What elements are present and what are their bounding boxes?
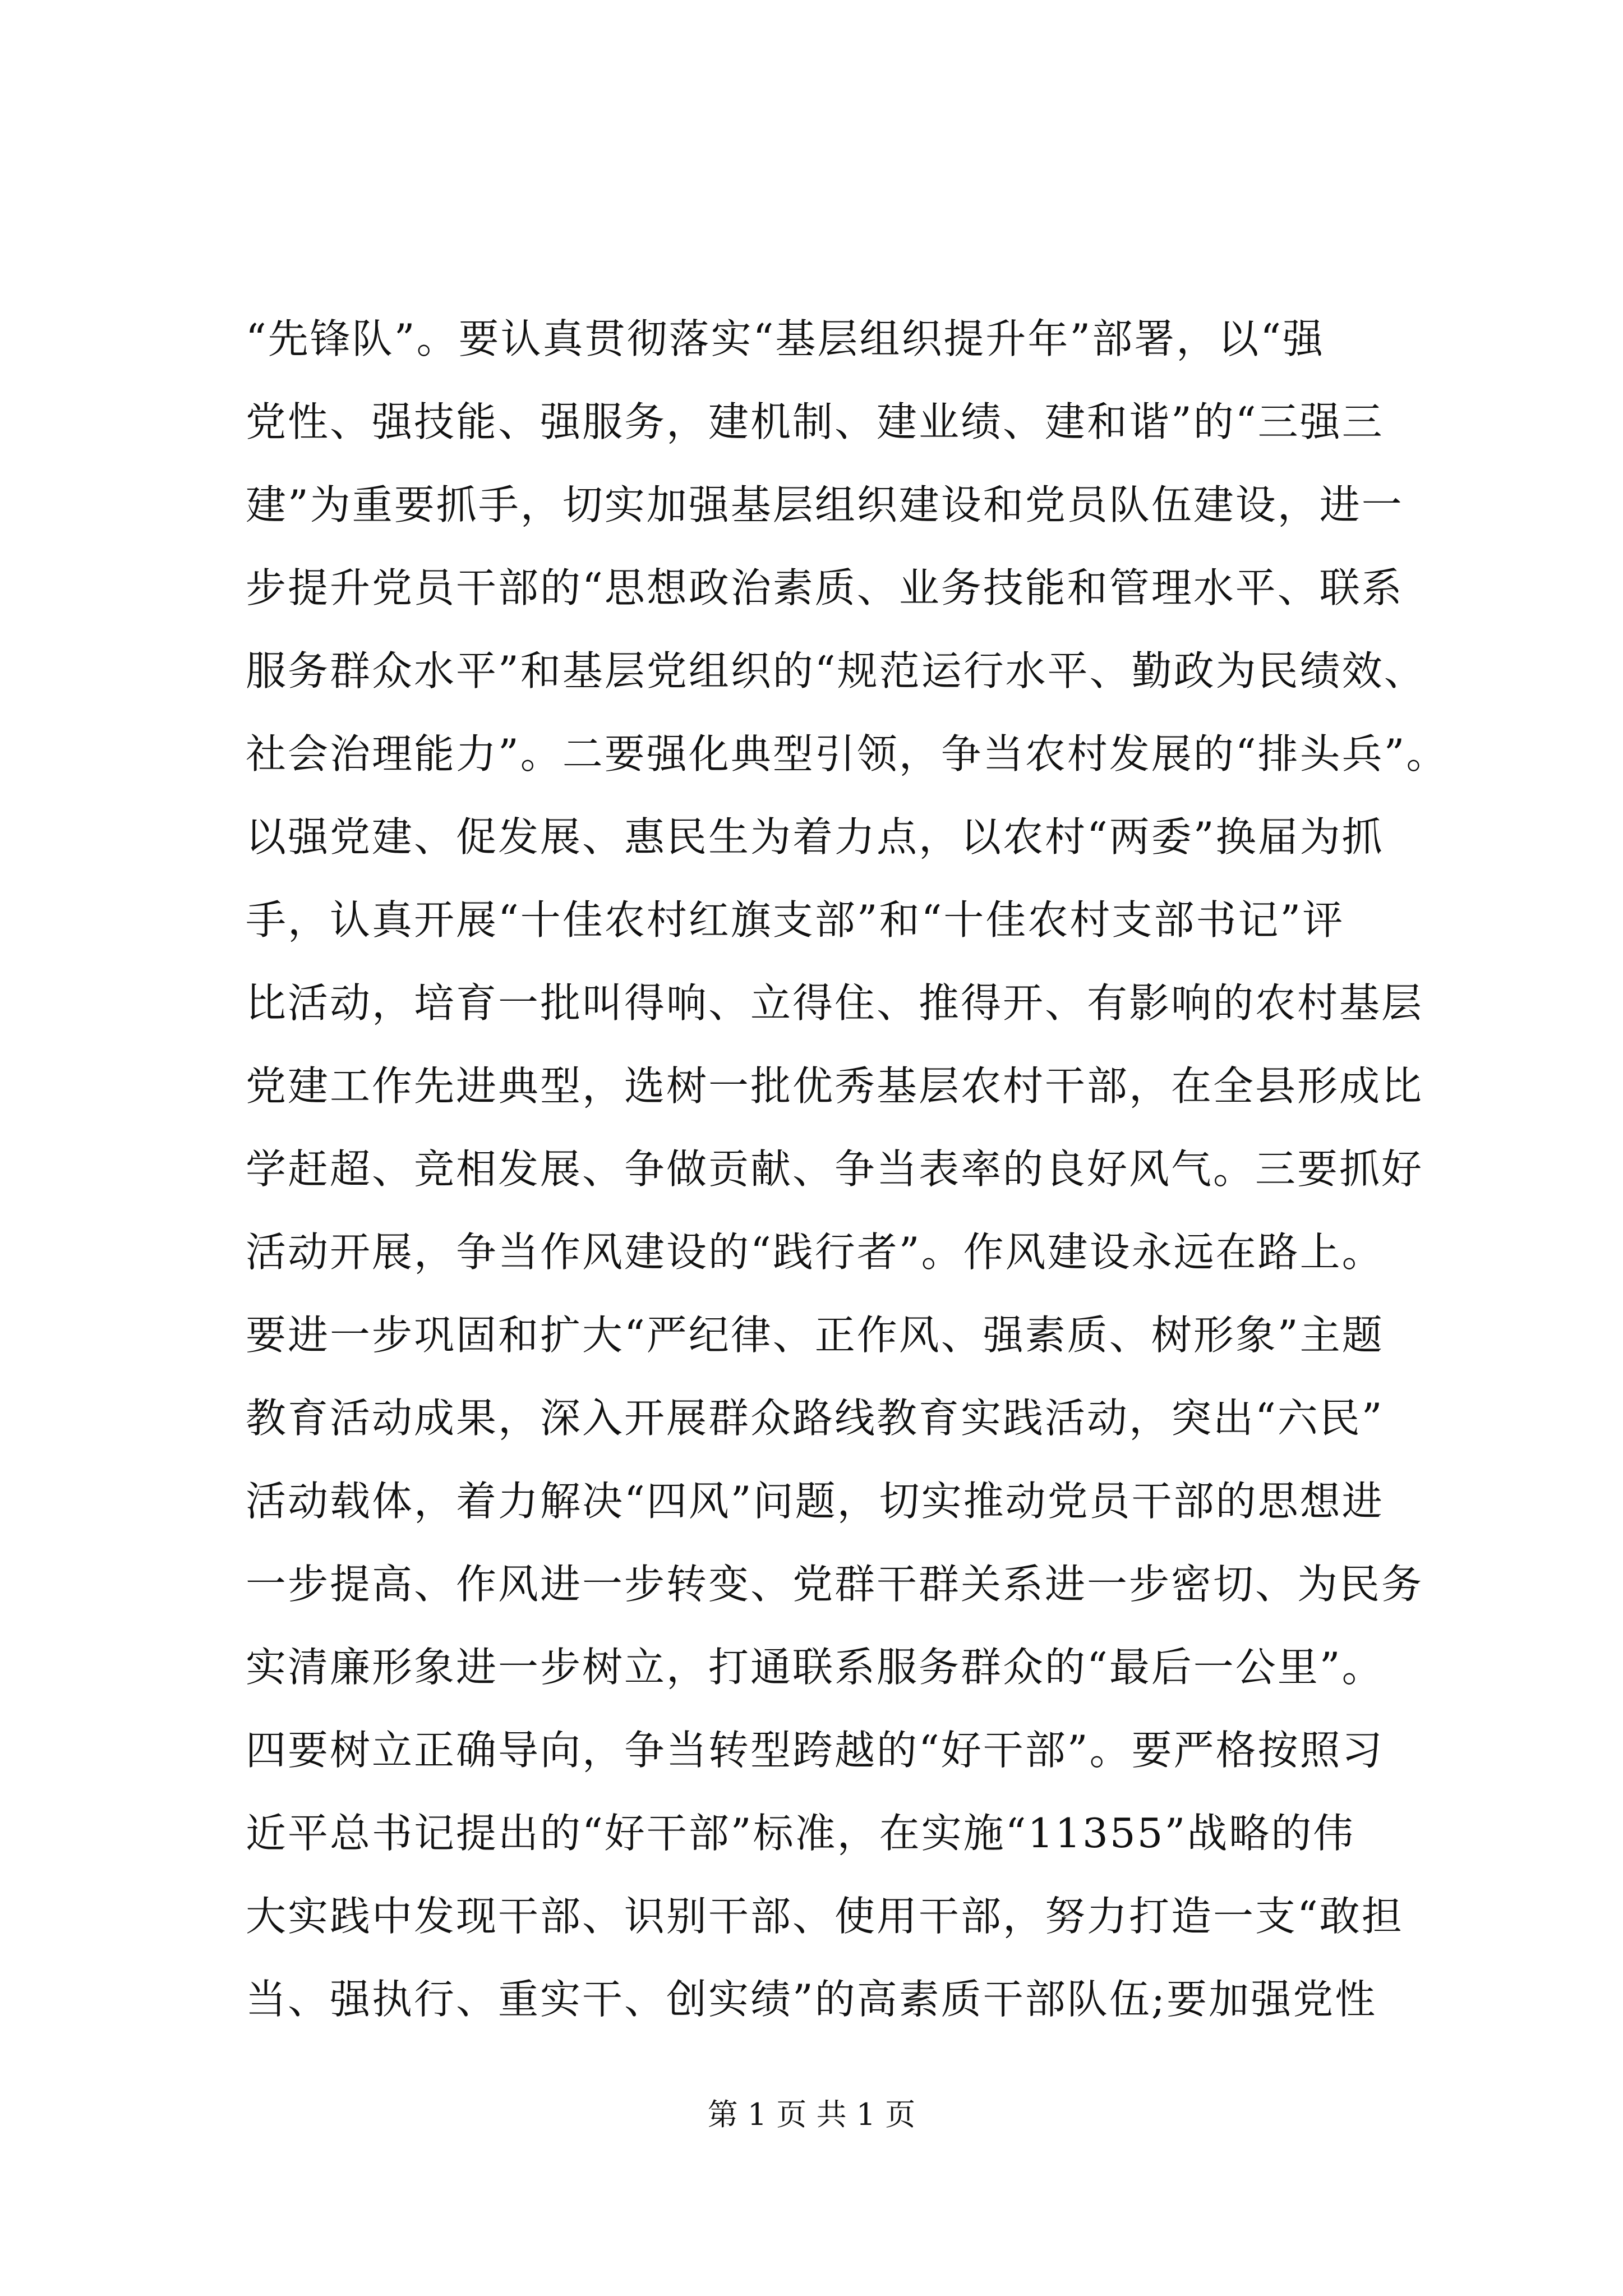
text-line: 党性、强技能、强服务，建机制、建业绩、建和谐”的“三强三 [246, 398, 1384, 445]
text-line: 社会治理能力”。二要强化典型引领，争当农村发展的“排头兵”。 [246, 730, 1449, 777]
text-line: 建”为重要抓手，切实加强基层组织建设和党员队伍建设，进一 [246, 481, 1404, 528]
text-line: 要进一步巩固和扩大“严纪律、正作风、强素质、树形象”主题 [246, 1312, 1384, 1359]
text-line: 步提升党员干部的“思想政治素质、业务技能和管理水平、联系 [246, 564, 1404, 611]
text-line: 当、强执行、重实干、创实绩”的高素质干部队伍;要加强党性 [246, 1976, 1377, 2023]
text-line: 大实践中发现干部、识别干部、使用干部，努力打造一支“敢担 [246, 1893, 1404, 1940]
text-line: 学赶超、竞相发展、争做贡献、争当表率的良好风气。三要抓好 [246, 1145, 1424, 1193]
text-line: 服务群众水平”和基层党组织的“规范运行水平、勤政为民绩效、 [246, 647, 1426, 694]
text-line: 活动开展，争当作风建设的“践行者”。作风建设永远在路上。 [246, 1228, 1384, 1276]
text-line: 以强党建、促发展、惠民生为着力点，以农村“两委”换届为抓 [246, 813, 1384, 861]
page-number: 第 1 页 共 1 页 [707, 2097, 916, 2132]
text-line: 党建工作先进典型，选树一批优秀基层农村干部，在全县形成比 [246, 1062, 1424, 1110]
text-line: 手，认真开展“十佳农村红旗支部”和“十佳农村支部书记”评 [246, 896, 1345, 944]
text-line: 一步提高、作风进一步转变、党群干群关系进一步密切、为民务 [246, 1561, 1424, 1608]
page-footer [0, 2095, 1623, 2134]
text-line: “先锋队”。要认真贯彻落实“基层组织提升年”部署，以“强 [246, 315, 1325, 362]
text-line: 实清廉形象进一步树立，打通联系服务群众的“最后一公里”。 [246, 1644, 1384, 1691]
text-line: 比活动，培育一批叫得响、立得住、推得开、有影响的农村基层 [246, 979, 1424, 1027]
body-text [246, 297, 1449, 2041]
text-line: 近平总书记提出的“好干部”标准，在实施“11355”战略的伟 [246, 1810, 1355, 1857]
text-line: 活动载体，着力解决“四风”问题，切实推动党员干部的思想进 [246, 1478, 1384, 1525]
text-line: 四要树立正确导向，争当转型跨越的“好干部”。要严格按照习 [246, 1727, 1384, 1774]
text-line: 教育活动成果，深入开展群众路线教育实践活动，突出“六民” [246, 1395, 1384, 1442]
